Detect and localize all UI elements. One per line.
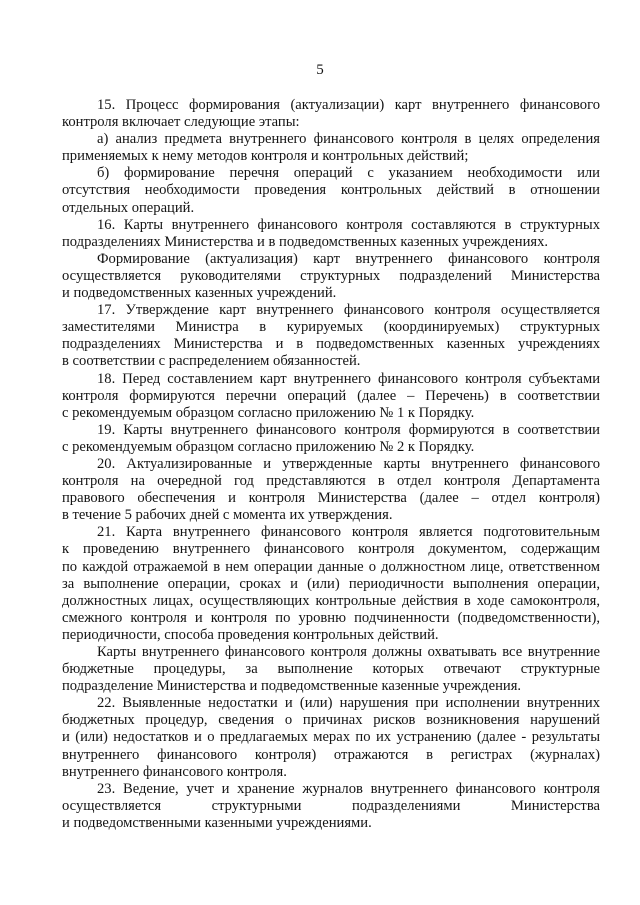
paragraph-p21b (62, 644, 600, 695)
paragraph-p15a (62, 131, 600, 165)
text-line: по каждой отражаемой в нем операции данные о должностном лице, ответственном (62, 558, 600, 575)
page-number: 5 (316, 62, 324, 78)
text-line: подразделениях Министерства и в подведомственных казенных учреждениях. (62, 233, 549, 250)
text-line: отсутствия необходимости проведения контрольных действий в отношении (62, 182, 600, 199)
paragraph-p19 (62, 422, 600, 456)
text-line: подразделение Министерства и подведомственные казенные учреждения. (62, 678, 522, 695)
paragraph-p18 (62, 371, 600, 422)
text-line: 19. Карты внутреннего финансового контроля формируются в соответствии (97, 421, 600, 438)
text-line: осуществляется руководителями структурных подразделений Министерства (62, 267, 600, 284)
text-line: контроля включает следующие этапы: (62, 114, 300, 131)
text-line: внутреннего финансового контроля) отражаются в регистрах (журналах) (62, 746, 600, 763)
text-line: применяемых к нему методов контроля и контрольных действий; (62, 148, 469, 165)
paragraph-p16 (62, 217, 600, 251)
paragraph-p22 (62, 695, 600, 780)
text-line: бюджетных процедур, сведения о причинах рисков возникновения нарушений (62, 712, 600, 729)
paragraph-p23 (62, 781, 600, 832)
text-line: и (или) недостатков и о предлагаемых мерах по их устранению (далее - результаты (62, 729, 600, 746)
text-line: и подведомственными казенными учреждениями. (62, 814, 372, 831)
paragraph-p15 (62, 97, 600, 131)
text-line: б) формирование перечня операций с указанием необходимости или (97, 165, 600, 182)
text-line: и подведомственных казенных учреждений. (62, 285, 337, 302)
text-line: за выполнение операции, сроках и (или) периодичности выполнения операции, (62, 575, 600, 592)
text-line: 18. Перед составлением карт внутреннего финансового контроля субъектами (97, 370, 600, 387)
paragraph-p17 (62, 302, 600, 370)
document-body (62, 97, 600, 832)
text-line: в течение 5 рабочих дней с момента их утверждения. (62, 507, 393, 524)
text-line: подразделениях Министерства и в подведомственных казенных учреждениях (62, 336, 600, 353)
text-line: 15. Процесс формирования (актуализации) карт внутреннего финансового (97, 97, 600, 113)
text-line: осуществляется структурными подразделениями Министерства (62, 797, 600, 814)
text-line: внутреннего финансового контроля. (62, 763, 287, 780)
text-line: 17. Утверждение карт внутреннего финансового контроля осуществляется (97, 302, 600, 319)
text-line: в соответствии с распределением обязанностей. (62, 353, 361, 370)
text-line: периодичности, способа проведения контрольных действий. (62, 626, 439, 643)
text-line: Карты внутреннего финансового контроля должны охватывать все внутренние (97, 644, 600, 660)
text-line: 16. Карты внутреннего финансового контроля составляются в структурных (97, 216, 600, 233)
text-line: Формирование (актуализация) карт внутреннего финансового контроля (97, 250, 600, 267)
paragraph-p15b (62, 165, 600, 216)
paragraph-p16b (62, 251, 600, 302)
text-line: заместителями Министра в курируемых (координируемых) структурных (62, 319, 600, 336)
text-line: с рекомендуемым образцом согласно приложению № 1 к Порядку. (62, 404, 475, 421)
text-line: отдельных операций. (62, 199, 195, 216)
text-line: 21. Карта внутреннего финансового контроля является подготовительным (97, 524, 600, 541)
text-line: контроля на очередной год представляются в отдел контроля Департамента (62, 473, 600, 490)
text-line: бюджетные процедуры, за выполнение которых отвечают структурные (62, 661, 600, 678)
text-line: 22. Выявленные недостатки и (или) нарушения при исполнении внутренних (97, 695, 600, 712)
text-line: смежного контроля и контроля по уровню подчиненности (подведомственности), (62, 609, 600, 626)
text-line: а) анализ предмета внутреннего финансового контроля в целях определения (97, 131, 600, 148)
text-line: должностных лицах, осуществляющих контрольные действия в ходе самоконтроля, (62, 592, 600, 609)
paragraph-p20 (62, 456, 600, 524)
text-line: к проведению внутреннего финансового контроля документом, содержащим (62, 541, 600, 558)
text-line: 23. Ведение, учет и хранение журналов внутреннего финансового контроля (97, 780, 600, 797)
text-line: с рекомендуемым образцом согласно приложению № 2 к Порядку. (62, 438, 475, 455)
text-line: контроля формируются перечни операций (далее – Перечень) в соответствии (62, 387, 600, 404)
text-line: правового обеспечения и контроля Министерства (далее – отдел контроля) (62, 490, 600, 507)
paragraph-p21 (62, 524, 600, 644)
text-line: 20. Актуализированные и утвержденные карты внутреннего финансового (97, 455, 600, 472)
